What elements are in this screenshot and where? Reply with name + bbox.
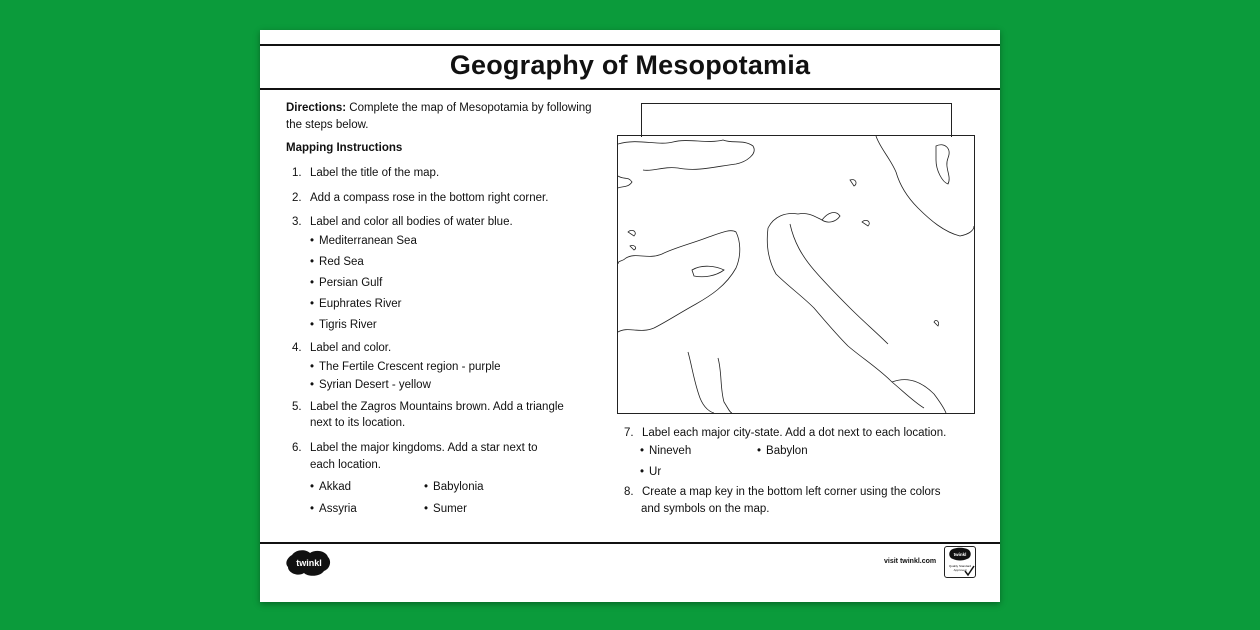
directions-line1: Complete the map of Mesopotamia by following: [349, 102, 592, 114]
quality-badge: [944, 546, 976, 578]
step-number: 6.: [292, 442, 302, 454]
list-item: • Persian Gulf: [310, 275, 382, 292]
footer-rule: [260, 542, 1000, 544]
step-text: Label the major kingdoms. Add a star next to: [310, 442, 538, 454]
badge-top-text: twinkl: [953, 552, 967, 557]
page-title: Geography of Mesopotamia: [449, 50, 811, 80]
step-number: 7.: [624, 427, 634, 439]
list-item: • Euphrates River: [310, 296, 402, 313]
step-number: 1.: [292, 167, 302, 179]
mapping-heading: Mapping Instructions: [286, 142, 403, 154]
visit-link[interactable]: visit twinkl.com: [884, 558, 937, 565]
list-item: • Ur: [640, 464, 661, 481]
step-6-line2: each location.: [310, 459, 381, 471]
top-rule: [260, 44, 1000, 46]
list-item: • The Fertile Crescent region - purple: [310, 359, 501, 376]
directions: [286, 100, 592, 117]
list-item: • Sumer: [424, 501, 467, 518]
step-text: Label and color.: [310, 342, 392, 354]
step-number: 2.: [292, 192, 302, 204]
worksheet: [260, 30, 1000, 602]
title-rule: [260, 88, 1000, 90]
list-item: • Red Sea: [310, 254, 364, 271]
list-item: • Babylonia: [424, 479, 484, 496]
step-text: Create a map key in the bottom left corner using the colors: [642, 486, 941, 498]
badge-icon: [945, 547, 975, 577]
logo-text: twinkl: [296, 558, 322, 568]
step-number: 4.: [292, 342, 302, 354]
step-text: Label the title of the map.: [310, 167, 440, 179]
step-5-line2: next to its location.: [310, 417, 406, 429]
badge-line2: Approved: [953, 568, 967, 572]
step-8-line2: and symbols on the map.: [641, 503, 770, 515]
map-title-box[interactable]: [641, 103, 952, 137]
list-item: • Akkad: [310, 479, 351, 496]
directions-label: Directions:: [286, 102, 347, 114]
list-item: • Tigris River: [310, 317, 377, 334]
step-number: 3.: [292, 216, 302, 228]
map-outline-svg: [618, 136, 974, 413]
list-item: • Mediterranean Sea: [310, 233, 417, 250]
list-item: • Syrian Desert - yellow: [310, 377, 431, 394]
step-text: Label and color all bodies of water blue.: [310, 216, 513, 228]
directions-line2: the steps below.: [286, 119, 369, 131]
step-number: 8.: [624, 486, 634, 498]
step-text: Add a compass rose in the bottom right corner.: [310, 192, 549, 204]
step-text: Label the Zagros Mountains brown. Add a triangle: [310, 401, 564, 413]
step-number: 5.: [292, 401, 302, 413]
step-text: Label each major city-state. Add a dot next to each location.: [642, 427, 947, 439]
list-item: • Assyria: [310, 501, 357, 518]
badge-line1: Quality Standard: [948, 564, 972, 568]
list-item: • Babylon: [757, 443, 808, 460]
list-item: • Nineveh: [640, 443, 691, 460]
mesopotamia-outline-map: [617, 135, 975, 414]
twinkl-logo: [286, 549, 332, 577]
